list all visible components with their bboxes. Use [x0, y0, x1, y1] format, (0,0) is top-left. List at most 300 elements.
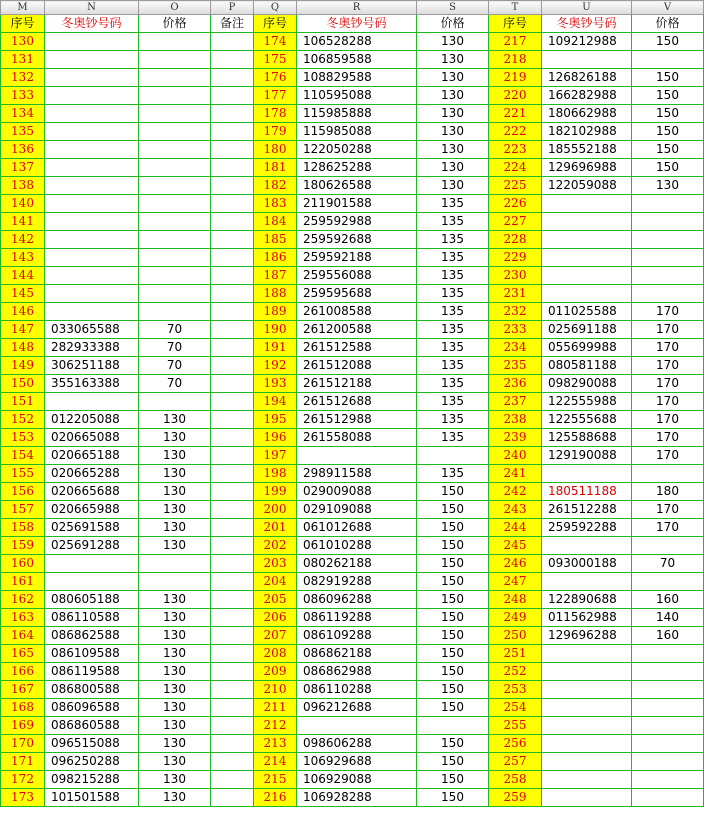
- price-cell[interactable]: 130: [139, 681, 211, 699]
- price-cell[interactable]: 130: [139, 663, 211, 681]
- code-cell[interactable]: 261512988: [297, 411, 417, 429]
- price-cell[interactable]: 170: [632, 321, 704, 339]
- price-cell[interactable]: [632, 465, 704, 483]
- code-cell[interactable]: 109212988: [542, 33, 632, 51]
- code-cell[interactable]: 261512088: [297, 357, 417, 375]
- code-cell[interactable]: 086862588: [45, 627, 139, 645]
- code-cell[interactable]: [542, 771, 632, 789]
- price-cell[interactable]: 130: [139, 501, 211, 519]
- seq-cell[interactable]: 247: [489, 573, 542, 591]
- code-cell[interactable]: 086096288: [297, 591, 417, 609]
- price-cell[interactable]: [632, 213, 704, 231]
- code-cell[interactable]: 355163388: [45, 375, 139, 393]
- code-cell[interactable]: 115985088: [297, 123, 417, 141]
- seq-cell[interactable]: 259: [489, 789, 542, 807]
- seq-cell[interactable]: 137: [1, 159, 45, 177]
- price-cell[interactable]: 130: [139, 591, 211, 609]
- code-cell[interactable]: 298911588: [297, 465, 417, 483]
- code-cell[interactable]: 259592188: [297, 249, 417, 267]
- code-cell[interactable]: 096515088: [45, 735, 139, 753]
- price-cell[interactable]: 130: [417, 159, 489, 177]
- code-cell[interactable]: 093000188: [542, 555, 632, 573]
- code-cell[interactable]: 129190088: [542, 447, 632, 465]
- seq-cell[interactable]: 156: [1, 483, 45, 501]
- seq-cell[interactable]: 217: [489, 33, 542, 51]
- seq-cell[interactable]: 205: [254, 591, 297, 609]
- price-cell[interactable]: 150: [417, 663, 489, 681]
- seq-cell[interactable]: 178: [254, 105, 297, 123]
- price-cell[interactable]: 135: [417, 393, 489, 411]
- seq-cell[interactable]: 177: [254, 87, 297, 105]
- price-cell[interactable]: 150: [417, 699, 489, 717]
- price-cell[interactable]: 135: [417, 303, 489, 321]
- code-cell[interactable]: [542, 195, 632, 213]
- seq-cell[interactable]: 228: [489, 231, 542, 249]
- code-cell[interactable]: 096212688: [297, 699, 417, 717]
- seq-cell[interactable]: 224: [489, 159, 542, 177]
- code-cell[interactable]: [542, 285, 632, 303]
- price-cell[interactable]: 130: [139, 411, 211, 429]
- code-cell[interactable]: 125588688: [542, 429, 632, 447]
- price-cell[interactable]: 150: [417, 771, 489, 789]
- note-cell[interactable]: [211, 393, 254, 411]
- code-cell[interactable]: 306251188: [45, 357, 139, 375]
- code-cell[interactable]: 261200588: [297, 321, 417, 339]
- code-cell[interactable]: 080581188: [542, 357, 632, 375]
- note-cell[interactable]: [211, 285, 254, 303]
- price-cell[interactable]: 150: [632, 87, 704, 105]
- note-cell[interactable]: [211, 735, 254, 753]
- code-cell[interactable]: 122050288: [297, 141, 417, 159]
- code-cell[interactable]: 086119588: [45, 663, 139, 681]
- seq-cell[interactable]: 199: [254, 483, 297, 501]
- code-cell[interactable]: 106929688: [297, 753, 417, 771]
- seq-cell[interactable]: 250: [489, 627, 542, 645]
- note-cell[interactable]: [211, 555, 254, 573]
- price-cell[interactable]: [139, 231, 211, 249]
- price-cell[interactable]: 150: [417, 519, 489, 537]
- seq-cell[interactable]: 173: [1, 789, 45, 807]
- code-cell[interactable]: [45, 159, 139, 177]
- price-cell[interactable]: [139, 69, 211, 87]
- price-cell[interactable]: [139, 213, 211, 231]
- seq-cell[interactable]: 239: [489, 429, 542, 447]
- seq-cell[interactable]: 149: [1, 357, 45, 375]
- price-cell[interactable]: 135: [417, 249, 489, 267]
- seq-cell[interactable]: 148: [1, 339, 45, 357]
- price-cell[interactable]: 135: [417, 321, 489, 339]
- code-cell[interactable]: [542, 663, 632, 681]
- seq-cell[interactable]: 131: [1, 51, 45, 69]
- seq-cell[interactable]: 162: [1, 591, 45, 609]
- code-cell[interactable]: 129696288: [542, 627, 632, 645]
- code-header-cell[interactable]: 冬奥钞号码: [297, 15, 417, 33]
- code-cell[interactable]: 122059088: [542, 177, 632, 195]
- code-cell[interactable]: 082919288: [297, 573, 417, 591]
- column-header-n[interactable]: N: [45, 1, 139, 15]
- column-header-s[interactable]: S: [417, 1, 489, 15]
- note-cell[interactable]: [211, 699, 254, 717]
- price-cell[interactable]: [632, 699, 704, 717]
- code-cell[interactable]: 033065588: [45, 321, 139, 339]
- code-cell[interactable]: 211901588: [297, 195, 417, 213]
- seq-header-cell[interactable]: 序号: [1, 15, 45, 33]
- seq-cell[interactable]: 186: [254, 249, 297, 267]
- seq-cell[interactable]: 203: [254, 555, 297, 573]
- seq-cell[interactable]: 244: [489, 519, 542, 537]
- price-cell[interactable]: 135: [417, 195, 489, 213]
- note-cell[interactable]: [211, 627, 254, 645]
- price-cell[interactable]: [632, 717, 704, 735]
- column-header-t[interactable]: T: [489, 1, 542, 15]
- seq-cell[interactable]: 153: [1, 429, 45, 447]
- seq-cell[interactable]: 235: [489, 357, 542, 375]
- seq-cell[interactable]: 254: [489, 699, 542, 717]
- price-cell[interactable]: 170: [632, 375, 704, 393]
- seq-cell[interactable]: 189: [254, 303, 297, 321]
- seq-cell[interactable]: 255: [489, 717, 542, 735]
- seq-cell[interactable]: 211: [254, 699, 297, 717]
- seq-cell[interactable]: 140: [1, 195, 45, 213]
- seq-cell[interactable]: 165: [1, 645, 45, 663]
- code-cell[interactable]: 011025588: [542, 303, 632, 321]
- price-cell[interactable]: 130: [139, 609, 211, 627]
- code-cell[interactable]: [542, 573, 632, 591]
- seq-cell[interactable]: 213: [254, 735, 297, 753]
- code-cell[interactable]: 080605188: [45, 591, 139, 609]
- price-cell[interactable]: [632, 285, 704, 303]
- code-cell[interactable]: [45, 267, 139, 285]
- code-cell[interactable]: 020665188: [45, 447, 139, 465]
- price-cell[interactable]: 130: [417, 69, 489, 87]
- price-cell[interactable]: [632, 663, 704, 681]
- price-cell[interactable]: 170: [632, 357, 704, 375]
- code-cell[interactable]: 086110288: [297, 681, 417, 699]
- price-cell[interactable]: 70: [139, 321, 211, 339]
- price-cell[interactable]: [632, 645, 704, 663]
- code-cell[interactable]: [45, 213, 139, 231]
- price-cell[interactable]: 130: [417, 87, 489, 105]
- price-cell[interactable]: [139, 87, 211, 105]
- code-header-cell[interactable]: 冬奥钞号码: [45, 15, 139, 33]
- seq-cell[interactable]: 172: [1, 771, 45, 789]
- price-cell[interactable]: 130: [139, 717, 211, 735]
- code-cell[interactable]: [542, 267, 632, 285]
- price-cell[interactable]: [139, 33, 211, 51]
- code-cell[interactable]: [542, 213, 632, 231]
- seq-cell[interactable]: 197: [254, 447, 297, 465]
- price-cell[interactable]: 150: [417, 609, 489, 627]
- seq-cell[interactable]: 179: [254, 123, 297, 141]
- price-cell[interactable]: [139, 105, 211, 123]
- code-cell[interactable]: 020665688: [45, 483, 139, 501]
- price-cell[interactable]: 130: [139, 789, 211, 807]
- price-cell[interactable]: 135: [417, 231, 489, 249]
- note-cell[interactable]: [211, 159, 254, 177]
- code-cell[interactable]: 020665288: [45, 465, 139, 483]
- seq-cell[interactable]: 249: [489, 609, 542, 627]
- seq-cell[interactable]: 133: [1, 87, 45, 105]
- price-cell[interactable]: [632, 735, 704, 753]
- seq-cell[interactable]: 192: [254, 357, 297, 375]
- code-cell[interactable]: 106928288: [297, 789, 417, 807]
- code-cell[interactable]: [542, 645, 632, 663]
- seq-cell[interactable]: 159: [1, 537, 45, 555]
- code-cell[interactable]: [45, 141, 139, 159]
- note-cell[interactable]: [211, 231, 254, 249]
- price-cell[interactable]: 135: [417, 429, 489, 447]
- seq-cell[interactable]: 185: [254, 231, 297, 249]
- seq-cell[interactable]: 146: [1, 303, 45, 321]
- seq-cell[interactable]: 143: [1, 249, 45, 267]
- note-cell[interactable]: [211, 753, 254, 771]
- code-cell[interactable]: [542, 789, 632, 807]
- seq-cell[interactable]: 144: [1, 267, 45, 285]
- note-cell[interactable]: [211, 195, 254, 213]
- code-cell[interactable]: 020665088: [45, 429, 139, 447]
- code-cell[interactable]: 166282988: [542, 87, 632, 105]
- price-cell[interactable]: 180: [632, 483, 704, 501]
- note-cell[interactable]: [211, 87, 254, 105]
- column-header-v[interactable]: V: [632, 1, 704, 15]
- seq-cell[interactable]: 237: [489, 393, 542, 411]
- code-cell[interactable]: 180511188: [542, 483, 632, 501]
- code-cell[interactable]: 126826188: [542, 69, 632, 87]
- code-cell[interactable]: 086860588: [45, 717, 139, 735]
- price-cell[interactable]: 70: [139, 339, 211, 357]
- code-cell[interactable]: 259556088: [297, 267, 417, 285]
- price-cell[interactable]: [139, 573, 211, 591]
- price-header-cell[interactable]: 价格: [139, 15, 211, 33]
- code-cell[interactable]: 061010288: [297, 537, 417, 555]
- seq-cell[interactable]: 188: [254, 285, 297, 303]
- price-cell[interactable]: 130: [139, 429, 211, 447]
- price-cell[interactable]: 130: [417, 33, 489, 51]
- seq-cell[interactable]: 219: [489, 69, 542, 87]
- code-cell[interactable]: [45, 573, 139, 591]
- code-cell[interactable]: 122555688: [542, 411, 632, 429]
- code-cell[interactable]: [45, 69, 139, 87]
- price-cell[interactable]: 150: [632, 33, 704, 51]
- price-cell[interactable]: 150: [632, 141, 704, 159]
- price-cell[interactable]: 135: [417, 267, 489, 285]
- note-cell[interactable]: [211, 717, 254, 735]
- note-cell[interactable]: [211, 213, 254, 231]
- code-cell[interactable]: [542, 51, 632, 69]
- seq-cell[interactable]: 183: [254, 195, 297, 213]
- seq-cell[interactable]: 248: [489, 591, 542, 609]
- note-cell[interactable]: [211, 681, 254, 699]
- code-cell[interactable]: 025691288: [45, 537, 139, 555]
- price-cell[interactable]: 150: [417, 789, 489, 807]
- price-cell[interactable]: 135: [417, 357, 489, 375]
- note-cell[interactable]: [211, 591, 254, 609]
- code-cell[interactable]: 259592288: [542, 519, 632, 537]
- seq-cell[interactable]: 240: [489, 447, 542, 465]
- price-cell[interactable]: 150: [417, 753, 489, 771]
- code-cell[interactable]: 261512188: [297, 375, 417, 393]
- note-cell[interactable]: [211, 33, 254, 51]
- code-cell[interactable]: 055699988: [542, 339, 632, 357]
- seq-cell[interactable]: 191: [254, 339, 297, 357]
- seq-cell[interactable]: 154: [1, 447, 45, 465]
- price-cell[interactable]: [632, 753, 704, 771]
- seq-cell[interactable]: 141: [1, 213, 45, 231]
- code-cell[interactable]: 106929088: [297, 771, 417, 789]
- price-cell[interactable]: 130: [632, 177, 704, 195]
- seq-cell[interactable]: 246: [489, 555, 542, 573]
- seq-cell[interactable]: 161: [1, 573, 45, 591]
- seq-header-cell[interactable]: 序号: [489, 15, 542, 33]
- price-cell[interactable]: 150: [417, 591, 489, 609]
- code-cell[interactable]: [542, 717, 632, 735]
- price-cell[interactable]: 170: [632, 339, 704, 357]
- note-cell[interactable]: [211, 339, 254, 357]
- code-cell[interactable]: [45, 177, 139, 195]
- price-cell[interactable]: 130: [139, 537, 211, 555]
- price-cell[interactable]: [139, 51, 211, 69]
- seq-cell[interactable]: 168: [1, 699, 45, 717]
- code-cell[interactable]: [542, 249, 632, 267]
- seq-cell[interactable]: 200: [254, 501, 297, 519]
- note-cell[interactable]: [211, 141, 254, 159]
- code-cell[interactable]: 261512688: [297, 393, 417, 411]
- code-cell[interactable]: [45, 285, 139, 303]
- code-cell[interactable]: 096250288: [45, 753, 139, 771]
- price-cell[interactable]: 130: [417, 105, 489, 123]
- price-cell[interactable]: 170: [632, 447, 704, 465]
- price-cell[interactable]: 130: [417, 141, 489, 159]
- seq-cell[interactable]: 212: [254, 717, 297, 735]
- note-cell[interactable]: [211, 609, 254, 627]
- code-cell[interactable]: 080262188: [297, 555, 417, 573]
- price-cell[interactable]: 135: [417, 213, 489, 231]
- price-cell[interactable]: 150: [417, 735, 489, 753]
- code-cell[interactable]: 101501588: [45, 789, 139, 807]
- price-cell[interactable]: 130: [139, 465, 211, 483]
- price-cell[interactable]: 170: [632, 429, 704, 447]
- note-cell[interactable]: [211, 501, 254, 519]
- price-cell[interactable]: 130: [139, 447, 211, 465]
- seq-cell[interactable]: 231: [489, 285, 542, 303]
- seq-cell[interactable]: 227: [489, 213, 542, 231]
- column-header-o[interactable]: O: [139, 1, 211, 15]
- price-cell[interactable]: 135: [417, 339, 489, 357]
- price-cell[interactable]: 170: [632, 501, 704, 519]
- price-cell[interactable]: [632, 249, 704, 267]
- note-cell[interactable]: [211, 663, 254, 681]
- seq-cell[interactable]: 152: [1, 411, 45, 429]
- seq-cell[interactable]: 130: [1, 33, 45, 51]
- seq-cell[interactable]: 136: [1, 141, 45, 159]
- price-cell[interactable]: 130: [139, 483, 211, 501]
- price-cell[interactable]: 150: [417, 573, 489, 591]
- seq-cell[interactable]: 220: [489, 87, 542, 105]
- code-cell[interactable]: 020665988: [45, 501, 139, 519]
- code-header-cell[interactable]: 冬奥钞号码: [542, 15, 632, 33]
- price-cell[interactable]: [632, 573, 704, 591]
- price-cell[interactable]: 150: [417, 555, 489, 573]
- seq-cell[interactable]: 223: [489, 141, 542, 159]
- seq-cell[interactable]: 242: [489, 483, 542, 501]
- column-header-q[interactable]: Q: [254, 1, 297, 15]
- code-cell[interactable]: 261008588: [297, 303, 417, 321]
- note-cell[interactable]: [211, 537, 254, 555]
- price-cell[interactable]: [632, 681, 704, 699]
- price-cell[interactable]: [632, 195, 704, 213]
- price-cell[interactable]: [632, 537, 704, 555]
- price-cell[interactable]: 150: [417, 537, 489, 555]
- code-cell[interactable]: [45, 123, 139, 141]
- seq-cell[interactable]: 229: [489, 249, 542, 267]
- seq-cell[interactable]: 171: [1, 753, 45, 771]
- code-cell[interactable]: [542, 699, 632, 717]
- code-cell[interactable]: 086096588: [45, 699, 139, 717]
- seq-cell[interactable]: 180: [254, 141, 297, 159]
- note-header-cell[interactable]: 备注: [211, 15, 254, 33]
- code-cell[interactable]: [542, 753, 632, 771]
- price-cell[interactable]: 130: [139, 519, 211, 537]
- seq-cell[interactable]: 187: [254, 267, 297, 285]
- code-cell[interactable]: [45, 51, 139, 69]
- seq-cell[interactable]: 184: [254, 213, 297, 231]
- seq-cell[interactable]: 196: [254, 429, 297, 447]
- price-cell[interactable]: 150: [632, 69, 704, 87]
- code-cell[interactable]: [542, 231, 632, 249]
- note-cell[interactable]: [211, 51, 254, 69]
- price-cell[interactable]: 130: [139, 627, 211, 645]
- note-cell[interactable]: [211, 447, 254, 465]
- code-cell[interactable]: [45, 249, 139, 267]
- seq-cell[interactable]: 182: [254, 177, 297, 195]
- price-cell[interactable]: [139, 267, 211, 285]
- code-cell[interactable]: 106528288: [297, 33, 417, 51]
- code-cell[interactable]: 180662988: [542, 105, 632, 123]
- price-cell[interactable]: 130: [417, 123, 489, 141]
- code-cell[interactable]: 086119288: [297, 609, 417, 627]
- seq-cell[interactable]: 150: [1, 375, 45, 393]
- note-cell[interactable]: [211, 645, 254, 663]
- code-cell[interactable]: 115985888: [297, 105, 417, 123]
- price-cell[interactable]: 170: [632, 519, 704, 537]
- column-header-r[interactable]: R: [297, 1, 417, 15]
- seq-cell[interactable]: 204: [254, 573, 297, 591]
- price-cell[interactable]: [139, 159, 211, 177]
- price-cell[interactable]: 130: [139, 645, 211, 663]
- code-cell[interactable]: [542, 735, 632, 753]
- seq-cell[interactable]: 176: [254, 69, 297, 87]
- seq-cell[interactable]: 221: [489, 105, 542, 123]
- code-cell[interactable]: 122890688: [542, 591, 632, 609]
- seq-cell[interactable]: 147: [1, 321, 45, 339]
- seq-cell[interactable]: 194: [254, 393, 297, 411]
- code-cell[interactable]: 086862988: [297, 663, 417, 681]
- code-cell[interactable]: [297, 717, 417, 735]
- code-cell[interactable]: 098606288: [297, 735, 417, 753]
- note-cell[interactable]: [211, 357, 254, 375]
- seq-cell[interactable]: 181: [254, 159, 297, 177]
- seq-cell[interactable]: 195: [254, 411, 297, 429]
- price-cell[interactable]: [417, 447, 489, 465]
- note-cell[interactable]: [211, 483, 254, 501]
- column-header-m[interactable]: M: [1, 1, 45, 15]
- code-cell[interactable]: 086110588: [45, 609, 139, 627]
- code-cell[interactable]: 012205088: [45, 411, 139, 429]
- seq-cell[interactable]: 164: [1, 627, 45, 645]
- seq-cell[interactable]: 142: [1, 231, 45, 249]
- seq-cell[interactable]: 138: [1, 177, 45, 195]
- code-cell[interactable]: [297, 447, 417, 465]
